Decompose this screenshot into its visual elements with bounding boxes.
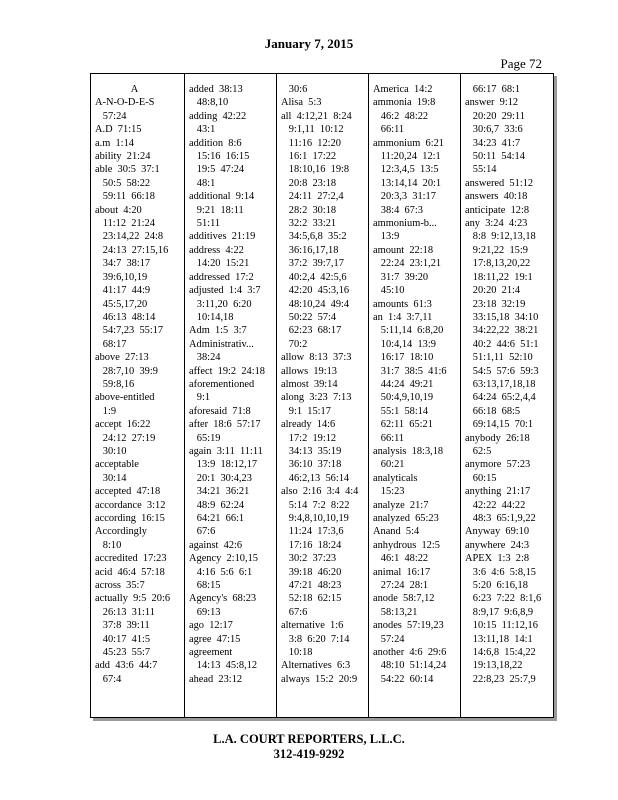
index-line: any 3:24 4:23 — [465, 218, 528, 230]
index-line: 30:6,7 33:6 — [465, 124, 523, 136]
index-line: America 14:2 — [373, 84, 433, 95]
index-line: 11:20,24 12:1 — [373, 151, 441, 163]
page-number: Page 72 — [500, 56, 542, 71]
index-line: 36:10 37:18 — [281, 459, 342, 471]
index-line: anybody 26:18 — [465, 432, 530, 444]
index-line: adjusted 1:4 3:7 — [189, 285, 261, 297]
index-line: 54:5 57:6 59:3 — [465, 365, 539, 377]
index-line: 22:24 23:1,21 — [373, 258, 442, 270]
index-line: 48:3 65:1,9,22 — [465, 513, 536, 524]
index-line: 12:3,4,5 13:5 — [373, 164, 439, 176]
index-line: 67:6 — [281, 606, 308, 618]
index-line: 4:16 5:6 6:1 — [189, 566, 253, 578]
index-line: another 4:6 29:6 — [373, 647, 447, 659]
index-line: Agency's 68:23 — [189, 593, 257, 605]
index-line: 42:20 45:3,16 — [281, 285, 350, 297]
index-column-2 — [185, 74, 277, 717]
index-line: anywhere 24:3 — [465, 539, 530, 551]
index-line: acceptable — [95, 459, 139, 471]
index-line: 64:24 65:2,4,4 — [465, 392, 536, 404]
index-line: 30:6 — [281, 84, 308, 95]
index-line: 55:1 58:14 — [373, 405, 429, 417]
index-line: 59:8,16 — [95, 378, 135, 390]
index-line: almost 39:14 — [281, 378, 338, 390]
index-line: 64:21 66:1 — [189, 513, 245, 524]
index-line: ammonium 6:21 — [373, 137, 444, 149]
index-line: 20:20 21:4 — [465, 285, 521, 297]
index-line: 45:5,17,20 — [95, 298, 148, 310]
index-line: animal 16:17 — [373, 566, 431, 578]
index-line: APEX 1:3 2:8 — [465, 553, 530, 565]
index-line: 30:2 37:23 — [281, 553, 337, 565]
index-line: Administrativ... — [189, 338, 254, 350]
index-line: able 30:5 37:1 — [95, 164, 160, 176]
index-line: ammonium-b... — [373, 218, 437, 230]
index-line: 63:13,17,18,18 — [465, 378, 536, 390]
index-line: 3:6 4:6 5:8,15 — [465, 566, 537, 578]
footer — [0, 732, 618, 762]
index-line: 68:15 — [189, 580, 221, 592]
index-line: answered 51:12 — [465, 177, 534, 189]
index-line: add 43:6 44:7 — [95, 660, 158, 672]
index-line: 34:7 38:17 — [95, 258, 151, 270]
index-line: across 35:7 — [95, 580, 145, 592]
index-line: additives 21:19 — [189, 231, 256, 243]
index-line: 10:4,14 13:9 — [373, 338, 436, 350]
index-line: 39:18 46:20 — [281, 566, 342, 578]
index-line: accordance 3:12 — [95, 499, 166, 511]
index-line: 9:21,22 15:9 — [465, 244, 528, 256]
index-line: 17:8,13,20,22 — [465, 258, 531, 270]
index-line: ability 21:24 — [95, 151, 151, 163]
index-line: along 3:23 7:13 — [281, 392, 352, 404]
index-line: Anand 5:4 — [373, 526, 420, 538]
index-line: 57:24 — [95, 110, 127, 122]
index-line: 40:2,4 42:5,6 — [281, 271, 347, 283]
index-line: 58:13,21 — [373, 606, 418, 618]
index-line: aforementioned — [189, 378, 255, 390]
index-line: 42:22 44:22 — [465, 499, 526, 511]
index-line: 67:6 — [189, 526, 216, 538]
index-line: 23:18 32:19 — [465, 298, 526, 310]
index-line: acid 46:4 57:18 — [95, 566, 165, 578]
index-line: 30:14 — [95, 472, 127, 484]
index-line: accredited 17:23 — [95, 553, 167, 565]
index-columns — [91, 74, 553, 717]
index-line: 34:21 36:21 — [189, 486, 250, 498]
index-line: 20:1 30:4,23 — [189, 472, 252, 484]
index-line: 34:13 35:19 — [281, 445, 342, 457]
index-line: 24:12 27:19 — [95, 432, 156, 444]
index-line: 10:15 11:12,16 — [465, 620, 538, 632]
index-line: actually 9:5 20:6 — [95, 593, 171, 605]
index-line: according 16:15 — [95, 513, 165, 524]
index-line: 50:5 58:22 — [95, 177, 151, 189]
index-line: 17:2 19:12 — [281, 432, 337, 444]
index-line: again 3:11 11:11 — [189, 445, 263, 457]
index-line: 38:24 — [189, 352, 221, 364]
index-line: 66:11 — [373, 432, 405, 444]
index-line: 11:24 17:3,6 — [281, 526, 344, 538]
index-line: 27:24 28:1 — [373, 580, 429, 592]
index-line: 54:7,23 55:17 — [95, 325, 164, 337]
word-index-box — [90, 73, 554, 718]
index-line: allows 19:13 — [281, 365, 337, 377]
index-line: 6:23 7:22 8:1,6 — [465, 593, 542, 605]
index-line: 39:6,10,19 — [95, 271, 148, 283]
index-line: A.D 71:15 — [95, 124, 142, 136]
index-line: 26:13 31:11 — [95, 606, 155, 618]
index-line: 62:23 68:17 — [281, 325, 342, 337]
index-line: analyticals — [373, 472, 418, 484]
index-line: 14:6,8 15:4,22 — [465, 647, 536, 659]
index-line: 50:22 57:4 — [281, 311, 337, 323]
index-line: 24:13 27:15,16 — [95, 244, 169, 256]
index-line: 13:11,18 14:1 — [465, 633, 533, 645]
index-column-3 — [277, 74, 369, 717]
index-line: 8:9,17 9:6,8,9 — [465, 606, 534, 618]
index-line: 9:1 15:17 — [281, 405, 331, 417]
index-line: 10:18 — [281, 647, 313, 659]
index-line: an 1:4 3:7,11 — [373, 311, 433, 323]
index-line: 51:1,11 52:10 — [465, 352, 533, 364]
index-line: 40:2 44:6 51:1 — [465, 338, 539, 350]
index-line: 37:8 39:11 — [95, 620, 150, 632]
index-line: 30:10 — [95, 445, 127, 457]
index-line: anymore 57:23 — [465, 459, 531, 471]
index-line: 34:23 41:7 — [465, 137, 521, 149]
index-line: aforesaid 71:8 — [189, 405, 251, 417]
index-line: amount 22:18 — [373, 244, 434, 256]
index-line: 47:21 48:23 — [281, 580, 342, 592]
index-column-1 — [91, 74, 185, 717]
index-line: 5:14 7:2 8:22 — [281, 499, 350, 511]
index-line: always 15:2 20:9 — [281, 673, 358, 685]
index-line: a.m 1:14 — [95, 137, 134, 149]
index-line: adding 42:22 — [189, 110, 247, 122]
index-line: 20:20 29:11 — [465, 110, 525, 122]
index-line: 14:13 45:8,12 — [189, 660, 258, 672]
index-line: 31:7 38:5 41:6 — [373, 365, 447, 377]
index-line: 13:14,14 20:1 — [373, 177, 442, 189]
index-line: 46:2 48:22 — [373, 110, 429, 122]
index-line: 8:8 9:12,13,18 — [465, 231, 536, 243]
index-line: all 4:12,21 8:24 — [281, 110, 352, 122]
index-line: analyzed 65:23 — [373, 513, 439, 524]
court-reporter-phone: 312-419-9292 — [273, 747, 345, 761]
index-line: affect 19:2 24:18 — [189, 365, 265, 377]
index-line: 24:11 27:2,4 — [281, 191, 344, 203]
index-line: 62:11 65:21 — [373, 419, 433, 431]
index-line: 19:5 47:24 — [189, 164, 245, 176]
index-line: 66:18 68:5 — [465, 405, 521, 417]
index-line: against 42:6 — [189, 539, 243, 551]
index-line: Alisa 5:3 — [281, 97, 322, 109]
index-line: anodes 57:19,23 — [373, 620, 444, 632]
index-line: analyze 21:7 — [373, 499, 429, 511]
index-line: 45:10 — [373, 285, 405, 297]
index-line: 41:17 44:9 — [95, 285, 151, 297]
index-line: amounts 61:3 — [373, 298, 432, 310]
index-line: 55:14 — [465, 164, 497, 176]
index-line: already 14:6 — [281, 419, 336, 431]
index-line: answer 9:12 — [465, 97, 519, 109]
index-line: Anyway 69:10 — [465, 526, 530, 538]
index-line: ago 12:17 — [189, 620, 233, 632]
index-line: 46:13 48:14 — [95, 311, 156, 323]
index-line: 11:16 12:20 — [281, 137, 341, 149]
index-line: 1:9 — [95, 405, 117, 417]
index-line: 46:1 48:22 — [373, 553, 429, 565]
index-line: 65:19 — [189, 432, 221, 444]
index-line: 62:5 — [465, 445, 492, 457]
index-line: added 38:13 — [189, 84, 243, 95]
index-line: A — [95, 84, 139, 95]
index-line: 48:10,24 49:4 — [281, 298, 350, 310]
index-line: A-N-O-D-E-S — [95, 97, 155, 109]
index-line: 19:13,18,22 — [465, 660, 523, 672]
index-line: 3:11,20 6:20 — [189, 298, 252, 310]
index-line: 48:10 51:14,24 — [373, 660, 447, 672]
index-line: 48:9 62:24 — [189, 499, 245, 511]
index-line: anticipate 12:8 — [465, 204, 530, 216]
index-line: 5:11,14 6:8,20 — [373, 325, 444, 337]
index-line: about 4:20 — [95, 204, 142, 216]
index-line: 32:2 33:21 — [281, 218, 337, 230]
index-line: 67:4 — [95, 673, 122, 685]
index-line: ammonia 19:8 — [373, 97, 436, 109]
index-line: 16:1 17:22 — [281, 151, 337, 163]
index-line: 48:8,10 — [189, 97, 229, 109]
index-line: 34:22,22 38:21 — [465, 325, 539, 337]
index-line: 66:11 — [373, 124, 405, 136]
index-line: 68:17 — [95, 338, 127, 350]
index-line: Alternatives 6:3 — [281, 660, 351, 672]
index-line: 18:11,22 19:1 — [465, 271, 533, 283]
index-line: accept 16:22 — [95, 419, 151, 431]
index-line: 11:12 21:24 — [95, 218, 155, 230]
index-line: after 18:6 57:17 — [189, 419, 261, 431]
index-line: 46:2,13 56:14 — [281, 472, 350, 484]
index-line: 20:8 23:18 — [281, 177, 337, 189]
index-line: 38:4 67:3 — [373, 204, 423, 216]
index-line: 33:15,18 34:10 — [465, 311, 539, 323]
index-line: Accordingly — [95, 526, 147, 538]
index-line: 37:2 39:7,17 — [281, 258, 344, 270]
index-line: 16:17 18:10 — [373, 352, 434, 364]
index-line: 15:23 — [373, 486, 405, 498]
index-line: anhydrous 12:5 — [373, 539, 440, 551]
index-line: 36:16,17,18 — [281, 244, 339, 256]
court-reporter-name: L.A. COURT REPORTERS, L.L.C. — [213, 732, 405, 746]
index-line: above 27:13 — [95, 352, 149, 364]
index-line: 22:8,23 25:7,9 — [465, 673, 536, 685]
index-line: 9:21 18:11 — [189, 204, 244, 216]
index-line: 20:3,3 31:17 — [373, 191, 436, 203]
index-line: 51:11 — [189, 218, 221, 230]
index-line: above-entitled — [95, 392, 155, 404]
index-line: 18:10,16 19:8 — [281, 164, 350, 176]
index-line: Adm 1:5 3:7 — [189, 325, 247, 337]
index-line: 57:24 — [373, 633, 405, 645]
index-line: agree 47:15 — [189, 633, 241, 645]
index-line: 43:1 — [189, 124, 216, 136]
index-line: 13:9 18:12,17 — [189, 459, 258, 471]
index-line: 69:14,15 70:1 — [465, 419, 534, 431]
index-line: address 4:22 — [189, 244, 244, 256]
index-column-4 — [369, 74, 461, 717]
index-line: 69:13 — [189, 606, 221, 618]
index-line: 59:11 66:18 — [95, 191, 155, 203]
index-line: agreement — [189, 647, 233, 659]
index-line: addition 8:6 — [189, 137, 242, 149]
index-line: 28:7,10 39:9 — [95, 365, 158, 377]
index-line: 3:8 6:20 7:14 — [281, 633, 350, 645]
index-line: analysis 18:3,18 — [373, 445, 444, 457]
index-line: 10:14,18 — [189, 311, 234, 323]
index-line: 5:20 6:16,18 — [465, 580, 528, 592]
index-line: 45:23 55:7 — [95, 647, 151, 659]
index-line: 50:4,9,10,19 — [373, 392, 434, 404]
index-line: 14:20 15:21 — [189, 258, 250, 270]
index-line: 70:2 — [281, 338, 308, 350]
index-line: addressed 17:2 — [189, 271, 254, 283]
index-line: 54:22 60:14 — [373, 673, 434, 685]
index-line: ahead 23:12 — [189, 673, 243, 685]
index-line: 15:16 16:15 — [189, 151, 250, 163]
transcript-date: January 7, 2015 — [264, 36, 354, 51]
index-column-5 — [461, 74, 553, 717]
index-line: Agency 2:10,15 — [189, 553, 258, 565]
index-line: 17:16 18:24 — [281, 539, 342, 551]
index-line: 44:24 49:21 — [373, 378, 434, 390]
index-line: also 2:16 3:4 4:4 — [281, 486, 359, 498]
index-line: alternative 1:6 — [281, 620, 344, 632]
index-line: 34:5,6,8 35:2 — [281, 231, 347, 243]
index-line: 28:2 30:18 — [281, 204, 337, 216]
index-line: allow 8:13 37:3 — [281, 352, 352, 364]
index-line: anything 21:17 — [465, 486, 531, 498]
index-line: 60:15 — [465, 472, 497, 484]
index-line: 13:9 — [373, 231, 400, 243]
index-line: 9:4,8,10,10,19 — [281, 513, 349, 524]
index-line: 31:7 39:20 — [373, 271, 429, 283]
index-line: anode 58:7,12 — [373, 593, 435, 605]
index-line: 9:1 — [189, 392, 211, 404]
index-line: 60:21 — [373, 459, 405, 471]
index-line: accepted 47:18 — [95, 486, 161, 498]
index-line: 52:18 62:15 — [281, 593, 342, 605]
index-line: 9:1,11 10:12 — [281, 124, 344, 136]
index-line: 40:17 41:5 — [95, 633, 151, 645]
index-line: answers 40:18 — [465, 191, 528, 203]
index-line: 48:1 — [189, 177, 216, 189]
index-line: 23:14,22 24:8 — [95, 231, 164, 243]
index-line: 66:17 68:1 — [465, 84, 521, 95]
index-line: additional 9:14 — [189, 191, 255, 203]
index-line: 50:11 54:14 — [465, 151, 525, 163]
index-line: 8:10 — [95, 539, 122, 551]
